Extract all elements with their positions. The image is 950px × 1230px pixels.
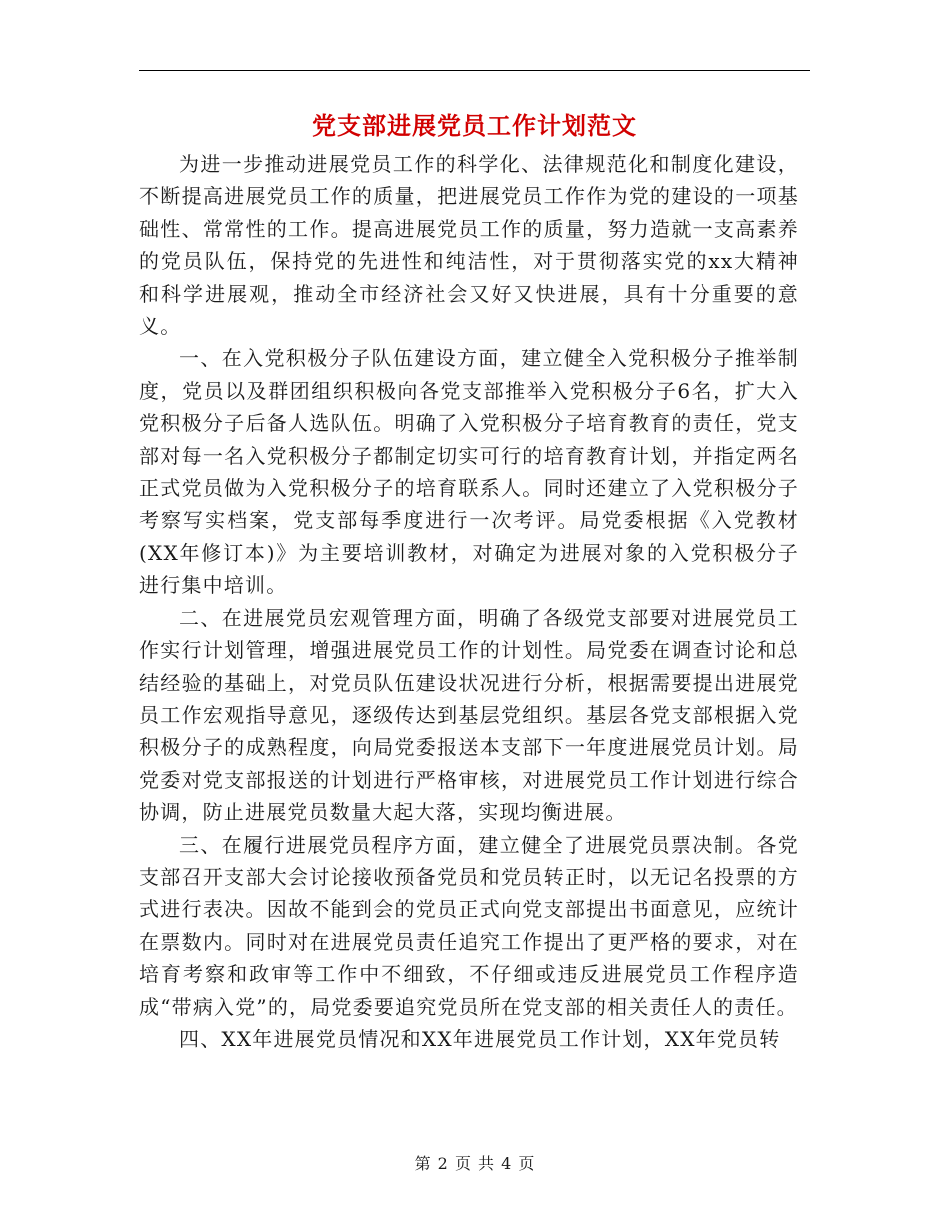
paragraph-section-4: 四、XX年进展党员情况和XX年进展党员工作计划，XX年党员转: [179, 1026, 781, 1051]
page-mid: 页 共: [454, 1154, 496, 1173]
page-total: 4: [501, 1154, 513, 1173]
page-current: 2: [437, 1154, 449, 1173]
page-suffix: 页: [518, 1154, 536, 1173]
paragraph-section-2: 二、在进展党员宏观管理方面，明确了各级党支部要对进展党员工作实行计划管理，增强进展党员工作的计划性。局党委在调查讨论和总结经验的基础上，对党员队伍建设状况进行分析，根据需要提出进展党员工作宏观指导意见，逐级传达到基层党组织。基层各党支部根据入党积极分子的成熟程度，向局党委报送本支部下一年度进展党员计划。局党委对党支部报送的计划进行严格审核，对进展党员工作计划进行综合协调，防止进展党员数量大起大落，实现均衡进展。: [139, 605, 799, 825]
paragraph-section-3: 三、在履行进展党员程序方面，建立健全了进展党员票决制。各党支部召开支部大会讨论接收预备党员和党员转正时，以无记名投票的方式进行表决。因故不能到会的党员正式向党支部提出书面意见，应统计在票数内。同时对在进展党员责任追究工作提出了更严格的要求，对在培育考察和政审等工作中不细致，不仔细或违反进展党员工作程序造成“带病入党”的，局党委要追究党员所在党支部的相关责任人的责任。: [139, 832, 799, 1019]
page-prefix: 第: [414, 1154, 432, 1173]
header-rule: [139, 70, 810, 71]
document-title: 党支部进展党员工作计划范文: [312, 112, 637, 140]
paragraph-section-1: 一、在入党积极分子队伍建设方面，建立健全入党积极分子推举制度，党员以及群团组织积极向各党支部推举入党积极分子6名，扩大入党积极分子后备人选队伍。明确了入党积极分子培育教育的责任，党支部对每一名入党积极分子都制定切实可行的培育教育计划，并指定两名正式党员做为入党积极分子的培育联系人。同时还建立了入党积极分子考察写实档案，党支部每季度进行一次考评。局党委根据《入党教材(XX年修订本)》为主要培训教材，对确定为进展对象的入党积极分子进行集中培训。: [139, 346, 799, 598]
paragraph-intro: 为进一步推动进展党员工作的科学化、法律规范化和制度化建设，不断提高进展党员工作的质量，把进展党员工作作为党的建设的一项基础性、常常性的工作。提高进展党员工作的质量，努力造就一支高素养的党员队伍，保持党的先进性和纯洁性，对于贯彻落实党的xx大精神和科学进展观，推动全市经济社会又好又快进展，具有十分重要的意义。: [139, 152, 799, 339]
page-footer: [0, 1153, 950, 1175]
document-body: [139, 148, 799, 1055]
